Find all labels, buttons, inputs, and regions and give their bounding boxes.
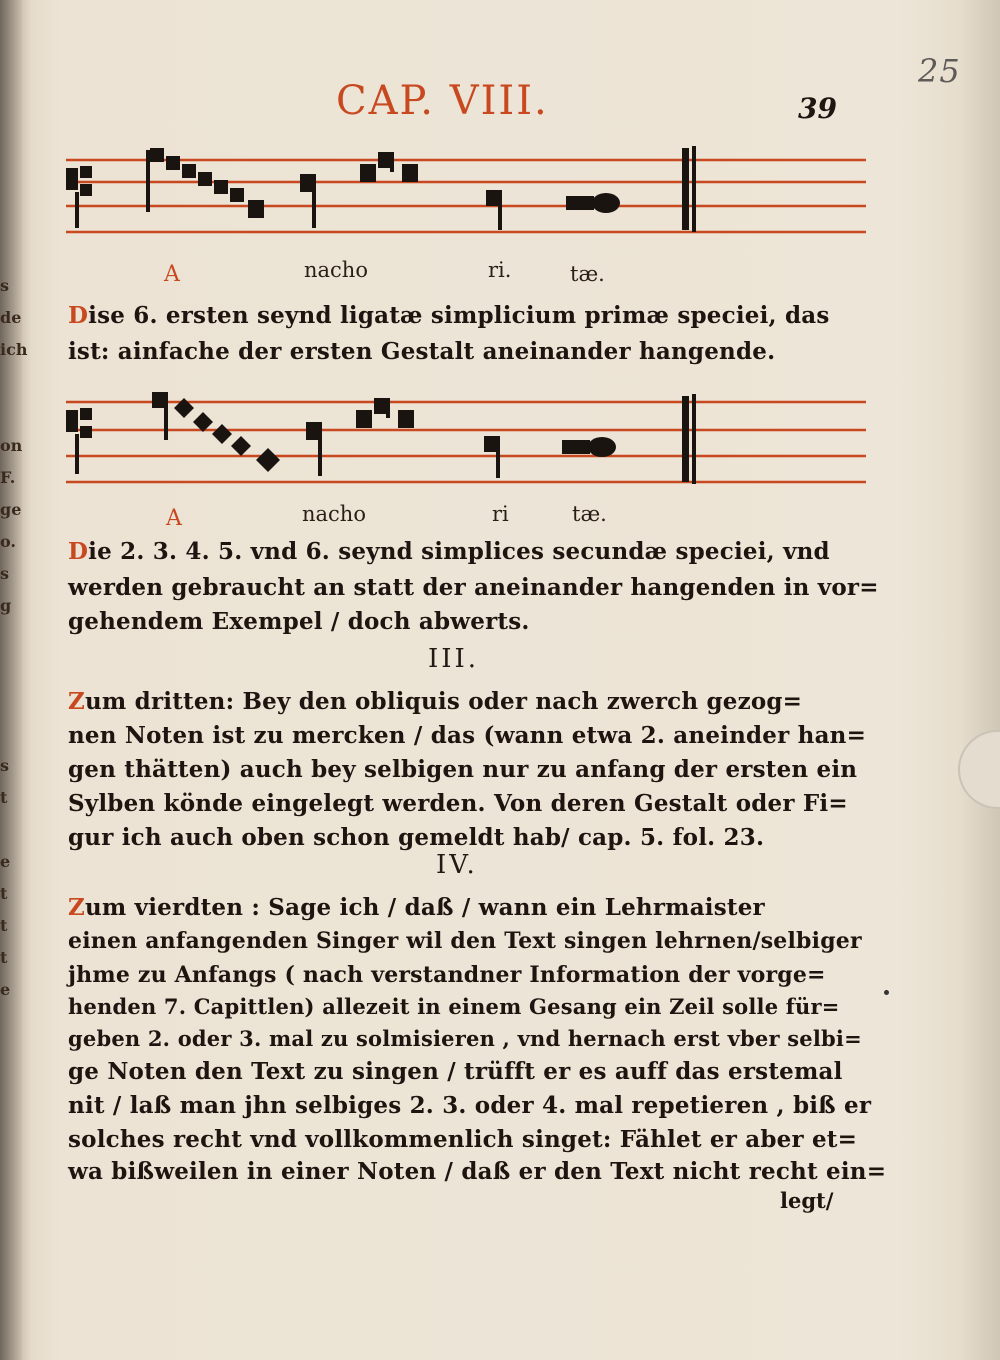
staff-1-lyric-nacho: nacho bbox=[304, 258, 368, 282]
rubric-initial: Z bbox=[68, 688, 85, 715]
para-4-line-9: wa bißweilen in einer Noten / daß er den Text nicht recht ein= bbox=[68, 1158, 887, 1185]
para-4-line-7: nit / laß man jhn selbiges 2. 3. oder 4. mal repetieren , biß er bbox=[68, 1092, 872, 1119]
facing-page-edge-text: s de ich on F. ge o. s g s t e t t t e bbox=[0, 276, 28, 999]
staff-1-lyric-tae: tæ. bbox=[570, 262, 605, 286]
para-2-line-3: gehendem Exempel / doch abwerts. bbox=[68, 608, 530, 635]
staff-1-lyric-a: A bbox=[164, 262, 180, 287]
para-3-line-1: Zum dritten: Bey den obliquis oder nach zwerch gezog= bbox=[68, 688, 803, 715]
staff-2-lyric-ri: ri bbox=[492, 502, 509, 526]
page-number: 39 bbox=[798, 92, 837, 125]
para-1-line-1-text: Dise 6. ersten seynd ligatæ simplicium primæ speciei, das bbox=[68, 302, 830, 329]
catchword: legt/ bbox=[780, 1188, 834, 1213]
para-3-line-4: Sylben könde eingelegt werden. Von deren Gestalt oder Fi= bbox=[68, 790, 848, 817]
para-3-line-3: gen thätten) auch bey selbigen nur zu anfang der ersten ein bbox=[68, 756, 858, 783]
para-4-line-2: einen anfangenden Singer wil den Text singen lehrnen/selbiger bbox=[68, 928, 862, 954]
para-4-line-1: Zum vierdten : Sage ich / daß / wann ein Lehrmaister bbox=[68, 894, 765, 921]
rubric-initial: Z bbox=[68, 894, 85, 921]
para-4-line-3: jhme zu Anfangs ( nach verstandner Information der vorge= bbox=[68, 962, 826, 988]
para-2-line-2: werden gebraucht an statt der aneinander hangenden in vor= bbox=[68, 574, 879, 601]
chapter-heading: CAP. VIII. bbox=[336, 78, 549, 124]
pencil-folio-number: 25 bbox=[918, 52, 961, 90]
ink-speck bbox=[884, 990, 889, 995]
para-4-line-4: henden 7. Capittlen) allezeit in einem Gesang ein Zeil solle für= bbox=[68, 994, 840, 1019]
staff-2-lyric-nacho: nacho bbox=[302, 502, 366, 526]
staff-1-lyric-ri: ri. bbox=[488, 258, 512, 282]
para-1-line-2: ist: ainfache der ersten Gestalt aneinander hangende. bbox=[68, 338, 776, 365]
staff-2-lyric-a: A bbox=[166, 506, 182, 531]
rubric-initial: D bbox=[68, 538, 89, 565]
para-4-line-5: geben 2. oder 3. mal zu solmisieren , vnd hernach erst vber selbi= bbox=[68, 1026, 862, 1051]
staff-2-lyric-tae: tæ. bbox=[572, 502, 607, 526]
para-3-line-2: nen Noten ist zu mercken / das (wann etwa 2. aneinder han= bbox=[68, 722, 867, 749]
section-heading-iii: III. bbox=[428, 644, 480, 674]
staff-2-neumes bbox=[66, 392, 696, 484]
para-3-line-5: gur ich auch oben schon gemeldt hab/ cap. 5. fol. 23. bbox=[68, 824, 765, 851]
para-4-line-8: solches recht vnd vollkommenlich singet: Fählet er aber et= bbox=[68, 1126, 858, 1153]
rubric-initial: D bbox=[68, 302, 89, 329]
para-2-line-1: Die 2. 3. 4. 5. vnd 6. seynd simplices secundæ speciei, vnd bbox=[68, 538, 830, 565]
section-heading-iv: IV. bbox=[436, 850, 478, 880]
para-4-line-6: ge Noten den Text zu singen / trüfft er es auff das erstemal bbox=[68, 1058, 843, 1085]
